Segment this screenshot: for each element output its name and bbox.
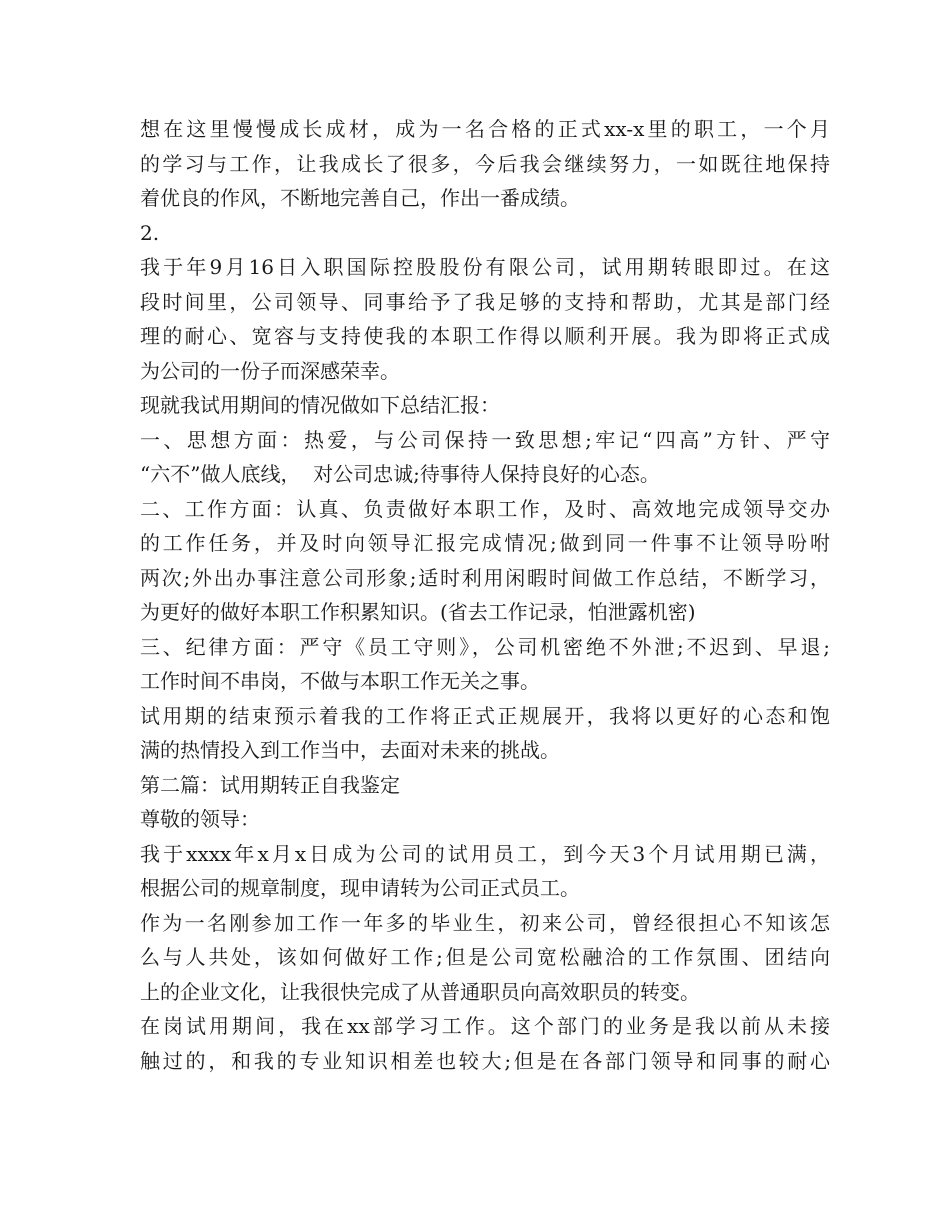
text-line: 上的企业文化，让我很快完成了从普通职员向高效职员的转变。: [140, 979, 700, 1004]
salutation: 尊敬的领导：: [140, 807, 260, 831]
text-line: 的学习与工作，让我成长了很多，今后我会继续努力，一如既往地保持: [140, 151, 830, 176]
text-line: 么与人共处，该如何做好工作;但是公司宽松融洽的工作氛围、团结向: [140, 945, 830, 969]
document-body: [140, 112, 830, 1078]
text-line: 根据公司的规章制度，现申请转为公司正式员工。: [140, 876, 580, 900]
text-line: 工作时间不串岗，不做与本职工作无关之事。: [140, 669, 540, 693]
text-line: “六不”做人底线， 对公司忠诚;待事待人保持良好的心态。: [140, 462, 660, 486]
text-line: 作为一名刚参加工作一年多的毕业生，初来公司，曾经很担心不知该怎: [140, 910, 830, 935]
text-line: 的工作任务，并及时向领导汇报完成情况;做到同一件事不让领导吩咐: [140, 531, 830, 555]
section-heading: 第二篇：试用期转正自我鉴定: [140, 772, 400, 797]
text-line: 两次;外出办事注意公司形象;适时利用闲暇时间做工作总结，不断学习，: [140, 565, 830, 590]
text-line: 满的热情投入到工作当中，去面对未来的挑战。: [140, 738, 560, 762]
text-line: 段时间里，公司领导、同事给予了我足够的支持和帮助，尤其是部门经: [140, 289, 830, 314]
text-line: 在岗试用期间，我在xx部学习工作。这个部门的业务是我以前从未接: [140, 1014, 830, 1038]
text-line: 想在这里慢慢成长成材，成为一名合格的正式xx-x里的职工，一个月: [140, 117, 830, 141]
text-line: 理的耐心、宽容与支持使我的本职工作得以顺利开展。我为即将正式成: [140, 324, 830, 348]
text-line: 一、思想方面：热爱，与公司保持一致思想;牢记“四高”方针、严守: [140, 427, 830, 452]
text-line: 二、工作方面：认真、负责做好本职工作，及时、高效地完成领导交办: [140, 496, 830, 521]
text-line: 触过的，和我的专业知识相差也较大;但是在各部门领导和同事的耐心: [140, 1048, 830, 1073]
text-line: 试用期的结束预示着我的工作将正式正规展开，我将以更好的心态和饱: [140, 703, 830, 728]
section-number: 2.: [140, 220, 160, 245]
text-line: 我于年9月16日入职国际控股股份有限公司，试用期转眼即过。在这: [140, 255, 830, 279]
text-line: 现就我试用期间的情况做如下总结汇报：: [140, 393, 500, 417]
text-line: 三、纪律方面：严守《员工守则》，公司机密绝不外泄;不迟到、早退;: [140, 634, 830, 659]
text-line: 为更好的做好本职工作积累知识。(省去工作记录，怕泄露机密): [140, 600, 696, 624]
text-line: 为公司的一份子而深感荣幸。: [140, 358, 400, 383]
text-line: 我于xxxx年x月x日成为公司的试用员工，到今天3个月试用期已满，: [140, 841, 830, 866]
text-line: 着优良的作风，不断地完善自己，作出一番成绩。: [140, 186, 580, 210]
